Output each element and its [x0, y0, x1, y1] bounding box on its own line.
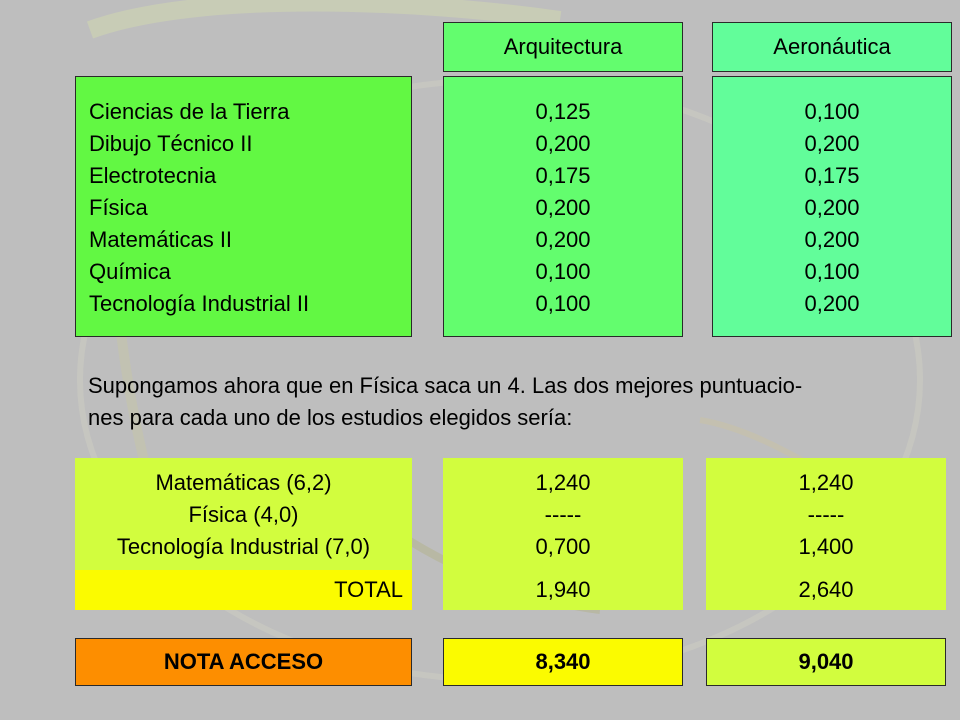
selected-aeronautica-value: 1,240	[798, 470, 854, 495]
arquitectura-value: 0,125	[535, 99, 591, 124]
total-label-cell	[75, 570, 412, 610]
arquitectura-value: 0,100	[535, 259, 591, 284]
aeronautica-value: 0,200	[804, 195, 860, 220]
header-arquitectura	[443, 22, 683, 72]
subject-item: Física	[89, 195, 148, 220]
header-aeronautica	[712, 22, 952, 72]
selected-arquitectura-value: -----	[544, 502, 582, 527]
aeronautica-value: 0,100	[804, 99, 860, 124]
paragraph-line-1: Supongamos ahora que en Física saca un 4. Las dos mejores puntuacio-	[88, 373, 803, 398]
nota-acceso-label-cell	[75, 638, 412, 686]
total-aeronautica: 2,640	[798, 577, 854, 602]
subject-item: Matemáticas II	[89, 227, 233, 252]
arquitectura-value: 0,200	[535, 227, 591, 252]
nota-acceso-aeronautica-cell	[706, 638, 946, 686]
arquitectura-value: 0,200	[535, 195, 591, 220]
aeronautica-value: 0,200	[804, 227, 860, 252]
arquitectura-value: 0,175	[535, 163, 591, 188]
total-arquitectura: 1,940	[535, 577, 591, 602]
nota-acceso-arquitectura: 8,340	[535, 649, 591, 674]
selected-arquitectura-value: 1,240	[535, 470, 591, 495]
aeronautica-values-box	[712, 76, 952, 337]
selected-subjects-box	[75, 458, 412, 570]
paragraph-line-2: nes para cada uno de los estudios elegidos sería:	[88, 405, 573, 430]
subject-item: Tecnología Industrial II	[89, 291, 310, 316]
arquitectura-value: 0,200	[535, 131, 591, 156]
nota-acceso-arquitectura-cell	[443, 638, 683, 686]
selected-subject: Física (4,0)	[188, 502, 299, 527]
nota-acceso-label: NOTA ACCESO	[163, 649, 324, 674]
subject-item: Electrotecnia	[89, 163, 217, 188]
selected-aeronautica-box	[706, 458, 946, 570]
arquitectura-values-box	[443, 76, 683, 337]
subject-item: Dibujo Técnico II	[89, 131, 253, 156]
selected-arquitectura-value: 0,700	[535, 534, 591, 559]
nota-acceso-aeronautica: 9,040	[798, 649, 854, 674]
aeronautica-value: 0,200	[804, 131, 860, 156]
selected-arquitectura-box	[443, 458, 683, 570]
arquitectura-value: 0,100	[535, 291, 591, 316]
subject-item: Ciencias de la Tierra	[89, 99, 290, 124]
aeronautica-value: 0,100	[804, 259, 860, 284]
total-aeronautica-cell	[706, 570, 946, 610]
header-aeronautica-label: Aeronáutica	[773, 34, 891, 59]
selected-subject: Matemáticas (6,2)	[155, 470, 332, 495]
subject-item: Química	[89, 259, 171, 284]
selected-aeronautica-value: 1,400	[798, 534, 854, 559]
aeronautica-value: 0,175	[804, 163, 860, 188]
total-label: TOTAL	[334, 577, 403, 602]
selected-aeronautica-value: -----	[807, 502, 845, 527]
header-arquitectura-label: Arquitectura	[503, 34, 623, 59]
subjects-box	[75, 76, 412, 337]
selected-subject: Tecnología Industrial (7,0)	[116, 534, 371, 559]
aeronautica-value: 0,200	[804, 291, 860, 316]
explanation-paragraph	[88, 370, 950, 434]
total-arquitectura-cell	[443, 570, 683, 610]
